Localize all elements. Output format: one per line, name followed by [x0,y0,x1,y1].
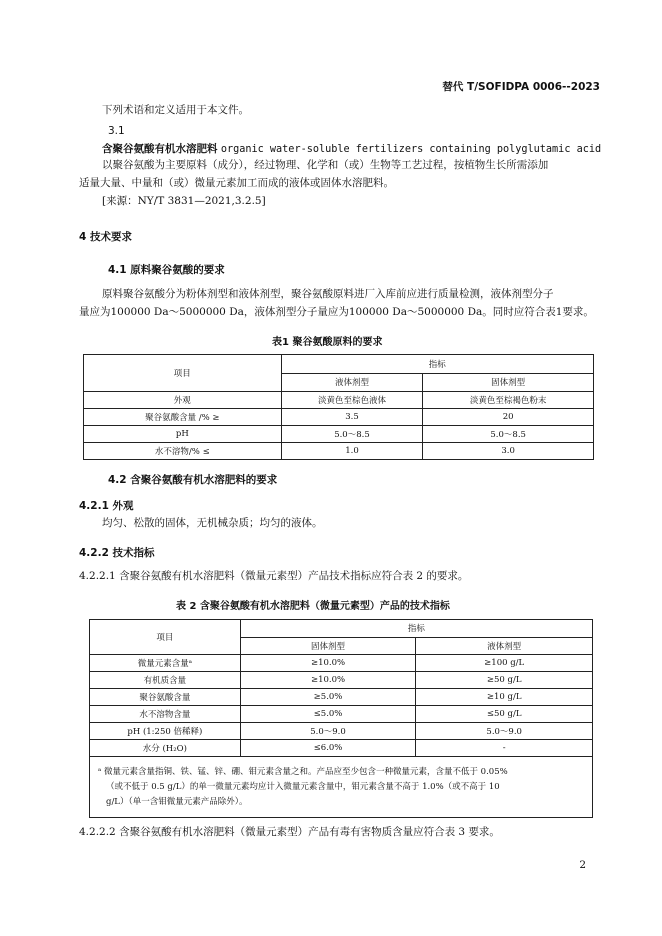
term-heading [102,141,601,156]
table-cell: pH (1:250 倍稀释) [90,723,241,740]
table-cell: 水不溶物/% ≤ [84,443,282,460]
table-row [90,740,593,757]
definition-line-2: 适量大量、中量和（或）微量元素加工而成的液体或固体水溶肥料。 [79,177,394,189]
table-row [90,689,593,706]
standard-code-header: 替代 T/SOFIDPA 0006--2023 [442,81,600,93]
table-cell: ≥50 g/L [416,672,593,689]
table-2-col-liquid: 液体剂型 [416,637,593,655]
table-cell: 1.0 [281,443,423,460]
section-4-title: 4 技术要求 [79,231,132,243]
table-cell: - [416,740,593,757]
table-row [84,355,594,374]
table-cell: ≥100 g/L [416,655,593,672]
section-4-1-para-1: 原料聚谷氨酸分为粉体剂型和液体剂型，聚谷氨酸原料进厂入库前应进行质量检测，液体剂型分子 [102,288,554,300]
page-number: 2 [579,859,586,871]
table-cell: 有机质含量 [90,672,241,689]
table-cell: 20 [423,409,594,426]
footnote-line: ᵃ 微量元素含量指铜、铁、锰、锌、硼、钼元素含量之和。产品应至少包含一种微量元素，含量不低于 0.05% [98,766,508,777]
table-1-caption: 表1 聚谷氨酸原料的要求 [272,337,383,348]
table-row [84,426,594,443]
table-2-head-item: 项目 [90,620,241,655]
section-4-2-2-1-text: 4.2.2.1 含聚谷氨酸有机水溶肥料（微量元素型）产品技术指标应符合表 2 的要求。 [79,570,469,582]
table-row [90,655,593,672]
table-cell: ≥10.0% [240,672,416,689]
table-2 [89,619,593,818]
definition-source: [来源：NY/T 3831—2021,3.2.5] [102,195,266,207]
section-4-1-para-2: 量应为100000 Da～5000000 Da，液体剂型分子量应为100000 Da～5000000 Da。同时应符合表1要求。 [79,306,594,318]
table-cell: 淡黄色至棕色液体 [281,392,423,409]
table-cell: ≤6.0% [240,740,416,757]
table-1-col-liquid: 液体剂型 [281,373,423,392]
table-cell: ≥10.0% [240,655,416,672]
table-2-caption: 表 2 含聚谷氨酸有机水溶肥料（微量元素型）产品的技术指标 [176,601,450,612]
table-cell: 外观 [84,392,282,409]
intro-line: 下列术语和定义适用于本文件。 [102,104,249,116]
section-4-2-1-text: 均匀、松散的固体，无机械杂质；均匀的液体。 [102,517,323,529]
table-1-col-solid: 固体剂型 [423,373,594,392]
table-row [90,757,593,818]
section-4-2-2-title: 4.2.2 技术指标 [79,547,155,559]
table-cell: ≤5.0% [240,706,416,723]
table-cell: pH [84,426,282,443]
table-1 [83,354,594,460]
table-cell: 微量元素含量ᵃ [90,655,241,672]
table-cell: 聚谷氨酸含量 /% ≥ [84,409,282,426]
table-1-head-index: 指标 [281,355,593,374]
clause-number: 3.1 [108,125,125,137]
table-row [90,723,593,740]
table-row [84,392,594,409]
table-row [84,443,594,460]
table-row [84,409,594,426]
table-cell: 5.0～8.5 [423,426,594,443]
table-cell: 5.0～9.0 [416,723,593,740]
table-cell: ≤50 g/L [416,706,593,723]
footnote-line: g/L）（单一含钼微量元素产品除外）。 [106,796,248,807]
table-cell: 水分 (H₂O) [90,740,241,757]
section-4-2-1-title: 4.2.1 外观 [79,500,134,512]
table-row [90,672,593,689]
table-cell: ≥5.0% [240,689,416,706]
table-cell: 聚谷氨酸含量 [90,689,241,706]
table-row [90,620,593,638]
table-cell: 水不溶物含量 [90,706,241,723]
definition-line-1: 以聚谷氨酸为主要原料（成分），经过物理、化学和（或）生物等工艺过程，按植物生长所需添加 [102,159,549,171]
table-2-footnote [90,757,593,818]
table-2-col-solid: 固体剂型 [240,637,416,655]
table-cell: 淡黄色至棕褐色粉末 [423,392,594,409]
table-cell: ≥10 g/L [416,689,593,706]
table-2-head-index: 指标 [240,620,592,638]
section-4-2-2-2-text: 4.2.2.2 含聚谷氨酸有机水溶肥料（微量元素型）产品有毒有害物质含量应符合表 3 要求。 [79,826,500,838]
section-4-1-title: 4.1 原料聚谷氨酸的要求 [108,264,225,276]
table-cell: 3.5 [281,409,423,426]
table-cell: 5.0～8.5 [281,426,423,443]
table-cell: 5.0～9.0 [240,723,416,740]
table-1-head-item: 项目 [84,355,282,392]
table-row [90,706,593,723]
term-cn: 含聚谷氨酸有机水溶肥料 [102,143,218,155]
section-4-2-title: 4.2 含聚谷氨酸有机水溶肥料的要求 [108,474,278,486]
term-en: organic water-soluble fertilizers containing polyglutamic acid [220,144,602,155]
footnote-line: （或不低于 0.5 g/L）的单一微量元素均应计入微量元素含量中，钼元素含量不高于 1.0%（或不高于 10 [106,781,500,792]
table-cell: 3.0 [423,443,594,460]
